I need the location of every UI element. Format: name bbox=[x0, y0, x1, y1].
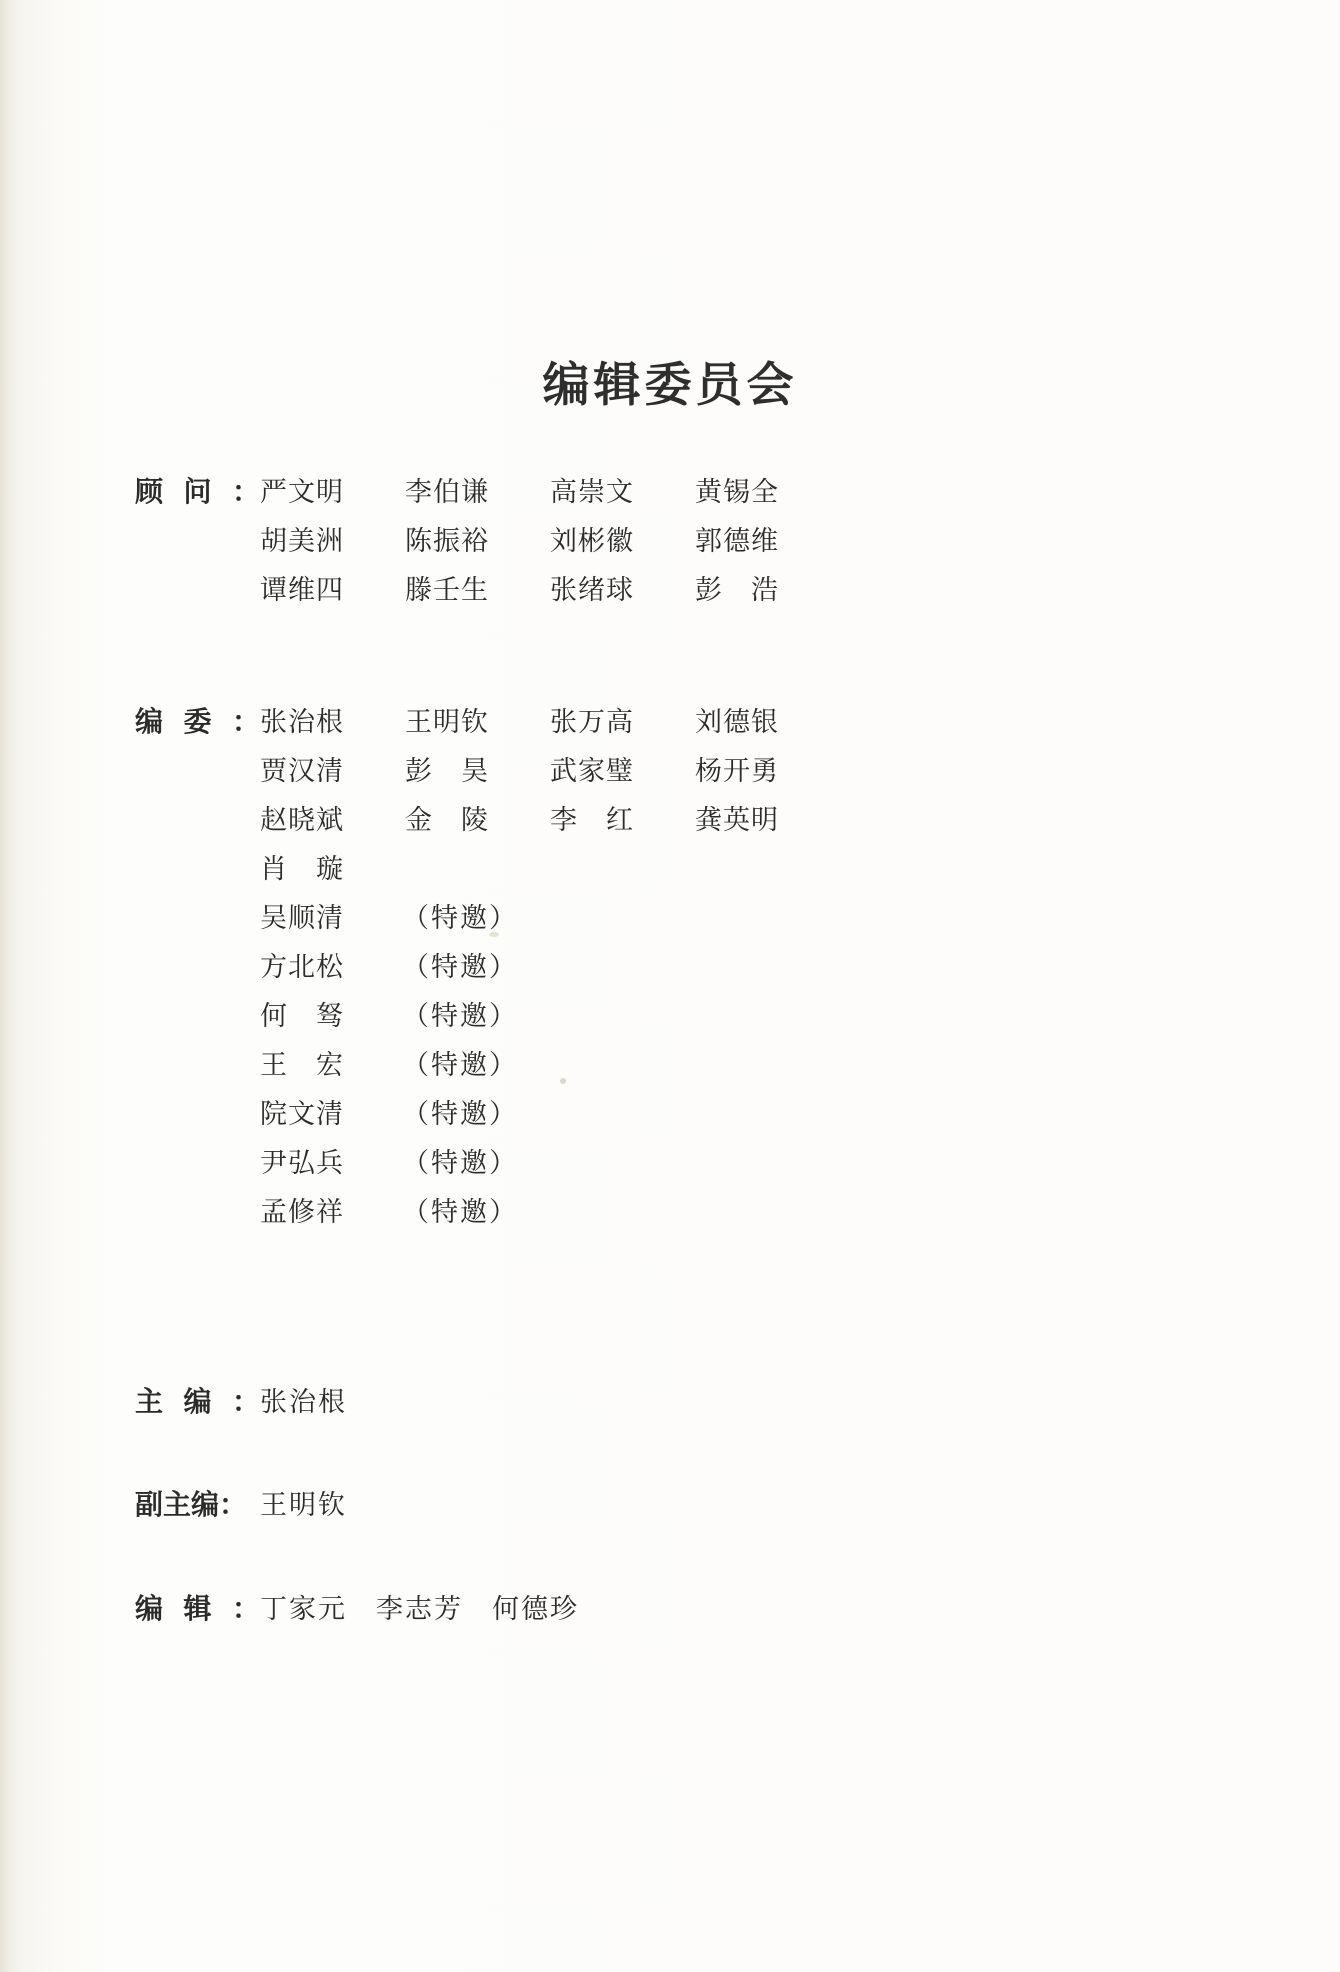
editors-label-char-2: 辑 bbox=[183, 1592, 212, 1625]
board-member-name: 金 陵 bbox=[405, 805, 489, 836]
board-line bbox=[260, 847, 1235, 886]
board-invited-tag: （特邀） bbox=[402, 1148, 518, 1179]
advisor-name: 谭维四 bbox=[260, 575, 344, 606]
advisors-line bbox=[260, 470, 1235, 509]
board-invited-line bbox=[260, 1190, 1235, 1229]
board-label-char-1: 编 bbox=[135, 705, 164, 738]
section-editorial-board bbox=[135, 700, 1235, 1245]
board-label bbox=[135, 700, 260, 740]
board-member-name: 刘德银 bbox=[695, 707, 779, 738]
board-member-name: 赵晓斌 bbox=[260, 805, 344, 836]
advisor-name: 刘彬徽 bbox=[550, 526, 634, 557]
editor-in-chief-label bbox=[135, 1380, 260, 1420]
advisors-line bbox=[260, 519, 1235, 558]
editors-label-char-1: 编 bbox=[135, 1592, 164, 1625]
board-member-name: 彭 昊 bbox=[405, 756, 489, 787]
board-invited-name: 院文清 bbox=[260, 1099, 344, 1130]
advisor-name: 陈振裕 bbox=[405, 526, 489, 557]
advisors-line bbox=[260, 568, 1235, 607]
board-member-name: 张治根 bbox=[260, 707, 344, 738]
board-label-colon: ： bbox=[231, 705, 260, 738]
editors-label-colon: ： bbox=[231, 1592, 260, 1625]
advisors-label-colon: ： bbox=[231, 475, 260, 508]
advisor-name: 李伯谦 bbox=[405, 477, 489, 508]
board-member-name: 龚英明 bbox=[695, 805, 779, 836]
section-deputy-editor-in-chief bbox=[135, 1483, 1235, 1523]
board-invited-name: 孟修祥 bbox=[260, 1197, 344, 1228]
advisor-name: 滕壬生 bbox=[405, 575, 489, 606]
board-invited-tag: （特邀） bbox=[402, 1099, 518, 1130]
editor-in-chief-label-colon: ： bbox=[231, 1385, 260, 1418]
editor-in-chief-value: 张治根 bbox=[260, 1387, 347, 1418]
board-member-name: 李 红 bbox=[550, 805, 634, 836]
advisor-name: 胡美洲 bbox=[260, 526, 344, 557]
board-invited-line bbox=[260, 994, 1235, 1033]
advisor-name: 严文明 bbox=[260, 477, 344, 508]
board-member-name: 张万高 bbox=[550, 707, 634, 738]
board-member-name: 武家璧 bbox=[550, 756, 634, 787]
page-title: 编辑委员会 bbox=[542, 358, 798, 413]
advisors-row-block bbox=[135, 470, 1235, 617]
advisor-name: 黄锡全 bbox=[695, 477, 779, 508]
section-advisors bbox=[135, 470, 1235, 623]
board-invited-name: 何 驽 bbox=[260, 1001, 344, 1032]
board-invited-line bbox=[260, 1092, 1235, 1131]
board-invited-line bbox=[260, 1043, 1235, 1082]
board-invited-name: 尹弘兵 bbox=[260, 1148, 344, 1179]
editors-row bbox=[135, 1587, 1235, 1627]
board-invited-name: 王 宏 bbox=[260, 1050, 344, 1081]
board-invited-name: 吴顺清 bbox=[260, 903, 344, 934]
advisors-label-char-1: 顾 bbox=[135, 475, 164, 508]
deputy-editor-in-chief-label-text: 副主编 bbox=[135, 1488, 220, 1521]
deputy-editor-in-chief-row bbox=[135, 1483, 1235, 1523]
deputy-editor-in-chief-label bbox=[135, 1483, 260, 1523]
deputy-editor-in-chief-value: 王明钦 bbox=[260, 1490, 347, 1521]
board-line bbox=[260, 700, 1235, 739]
section-editor-in-chief bbox=[135, 1380, 1235, 1420]
board-label-char-2: 委 bbox=[183, 705, 212, 738]
board-line bbox=[260, 798, 1235, 837]
board-line bbox=[260, 749, 1235, 788]
board-invited-tag: （特邀） bbox=[402, 1050, 518, 1081]
board-member-name: 贾汉清 bbox=[260, 756, 344, 787]
board-member-name: 杨开勇 bbox=[695, 756, 779, 787]
advisors-label-char-2: 问 bbox=[183, 475, 212, 508]
board-lines bbox=[260, 700, 1235, 1239]
editor-in-chief-row bbox=[135, 1380, 1235, 1420]
advisor-name: 郭德维 bbox=[695, 526, 779, 557]
editors-value: 丁家元 李志芳 何德珍 bbox=[260, 1594, 579, 1625]
board-invited-tag: （特邀） bbox=[402, 1001, 518, 1032]
board-member-name: 王明钦 bbox=[405, 707, 489, 738]
advisor-name: 张绪球 bbox=[550, 575, 634, 606]
advisor-name: 彭 浩 bbox=[695, 575, 779, 606]
board-invited-line bbox=[260, 1141, 1235, 1180]
editor-in-chief-label-char-1: 主 bbox=[135, 1385, 164, 1418]
board-invited-tag: （特邀） bbox=[402, 1197, 518, 1228]
board-member-name: 肖 璇 bbox=[260, 854, 344, 885]
section-editors bbox=[135, 1587, 1235, 1627]
editors-label bbox=[135, 1587, 260, 1627]
board-invited-name: 方北松 bbox=[260, 952, 344, 983]
advisors-lines bbox=[260, 470, 1235, 617]
board-invited-line bbox=[260, 945, 1235, 984]
advisors-label bbox=[135, 470, 260, 510]
advisor-name: 高崇文 bbox=[550, 477, 634, 508]
deputy-editor-in-chief-label-colon: ： bbox=[219, 1488, 248, 1521]
board-row-block bbox=[135, 700, 1235, 1239]
board-invited-tag: （特邀） bbox=[402, 952, 518, 983]
editor-in-chief-label-char-2: 编 bbox=[183, 1385, 212, 1418]
board-invited-tag: （特邀） bbox=[402, 903, 518, 934]
board-invited-line bbox=[260, 896, 1235, 935]
